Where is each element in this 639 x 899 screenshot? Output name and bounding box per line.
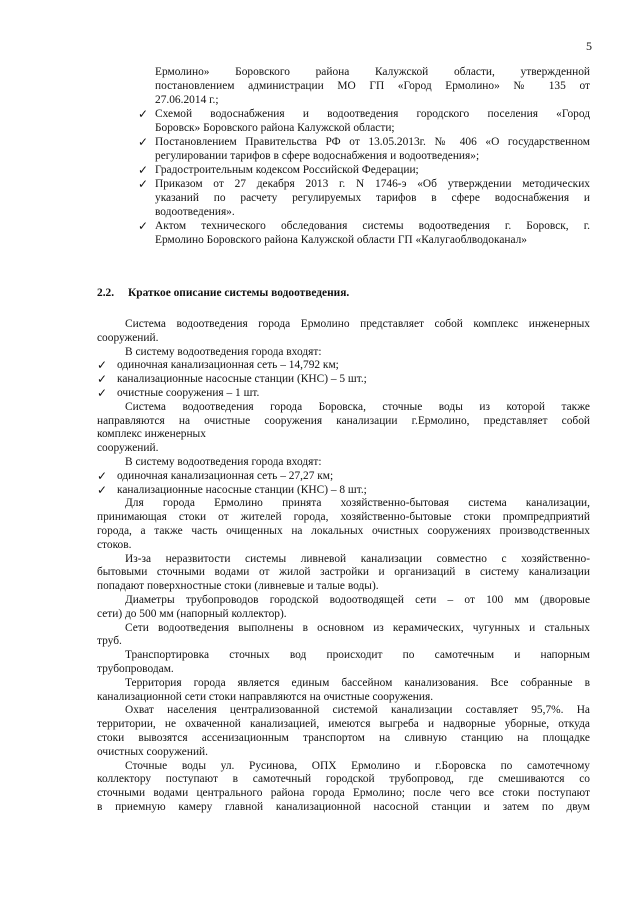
text-line: Актом технического обследования системы водоотведения г. Боровск, г. [155, 220, 590, 232]
text-line: стоков. [97, 538, 132, 551]
text-line: очистных сооружений. [97, 745, 208, 758]
check-mark-icon: ✓ [138, 219, 149, 233]
text-line: направляются на очистные сооружения канализации г.Ермолино, представляет собой [97, 414, 590, 427]
text-line: Для города Ермолино принята хозяйственно-бытовая система канализации, [125, 497, 590, 510]
section-number: 2.2. [97, 287, 115, 299]
check-mark-icon: ✓ [138, 107, 149, 121]
text-line: одиночная канализационная сеть – 27,27 км; [117, 469, 334, 482]
text-line: сооружений. [97, 442, 159, 455]
text-line: сети) до 500 мм (напорный коллектор). [97, 607, 287, 620]
text-line: канализационные насосные станции (КНС) – 5 шт.; [117, 373, 367, 386]
check-mark-icon: ✓ [138, 135, 149, 149]
check-mark-icon: ✓ [97, 372, 108, 387]
text-line: Боровск» Боровского района Калужской области; [155, 122, 395, 134]
text-line: Охват населения централизованной системой канализации составляет 95,7%. На [125, 704, 590, 717]
text-line: постановлением администрации МО ГП «Город Ермолино» № 135 от [155, 80, 590, 92]
text-line: Схемой водоснабжения и водоотведения городского поселения «Город [155, 108, 590, 120]
check-mark-icon: ✓ [97, 386, 108, 400]
text-line: Постановлением Правительства РФ от 13.05.2013г. № 406 «О государственном [155, 136, 590, 148]
text-line: труб. [97, 635, 122, 648]
text-line: Градостроительным кодексом Российской Федерации; [155, 164, 419, 176]
text-line: одиночная канализационная сеть – 14,792 км; [117, 359, 339, 372]
text-line: Система водоотведения города Боровска, сточные воды из которой также [125, 400, 590, 413]
text-line: бытовыми сточными водами от жилой застройки и организаций в систему канализации [97, 566, 590, 579]
text-line: Приказом от 27 декабря 2013 г. N 1746-э «Об утверждении методических [155, 178, 590, 190]
text-line: Ермолино» Боровского района Калужской области, утвержденной [155, 66, 590, 78]
text-line: стоки вывозятся ассенизационным транспортом на сливную станцию на площадке [97, 732, 590, 744]
text-line: территории, не охваченной канализацией, имеются выгреба и надворные уборные, откуда [97, 718, 590, 731]
text-line: Из-за неразвитости системы ливневой канализации совместно с хозяйственно- [125, 552, 590, 565]
text-line: Сточные воды ул. Русинова, ОПХ Ермолино и г.Боровска по самотечному [125, 759, 590, 772]
text-line: регулировании тарифов в сфере водоснабжения и водоотведения»; [155, 150, 480, 162]
section-title: Краткое описание системы водоотведения. [128, 287, 350, 299]
check-mark-icon: ✓ [97, 468, 108, 483]
text-line: канализационной сети стоки направляются на очистные сооружения. [97, 690, 434, 703]
text-line: указаний по расчету регулируемых тарифов в сфере водоснабжения и [155, 192, 590, 204]
text-line: 27.06.2014 г.; [155, 94, 219, 106]
text-line: водоотведения». [155, 206, 235, 218]
text-line: сооружений. [97, 331, 159, 344]
text-line: сточными водами центрального района города Ермолино; после чего все стоки поступают [97, 787, 590, 800]
text-line: Ермолино Боровского района Калужской области ГП «Калугаоблводоканал» [155, 234, 528, 246]
check-mark-icon: ✓ [97, 482, 108, 497]
page-number: 5 [586, 39, 592, 53]
text-line: канализационные насосные станции (КНС) – 8 шт.; [117, 483, 367, 496]
text-line: Транспортировка сточных вод происходит по самотечным и напорным [125, 649, 590, 662]
text-line: Территория города является единым бассейном канализования. Все собранные в [125, 676, 590, 689]
text-line: комплекс инженерных [97, 428, 206, 441]
text-line: в приемную камеру главной канализационной насосной станции и затем по двум [97, 801, 590, 813]
text-line: города, а также часть очищенных на локальных очистных сооружениях производственных [97, 525, 590, 537]
check-mark-icon: ✓ [97, 358, 108, 373]
text-line: Система водоотведения города Ермолино представляет собой комплекс инженерных [125, 318, 590, 330]
text-line: В систему водоотведения города входят: [125, 345, 322, 358]
text-line: очистные сооружения – 1 шт. [117, 387, 260, 399]
text-line: Сети водоотведения выполнены в основном из керамических, чугунных и стальных [125, 621, 590, 634]
text-line: принимающая стоки от жителей города, хозяйственно-бытовые стоки промпредприятий [97, 511, 590, 524]
text-line: В систему водоотведения города входят: [125, 456, 322, 468]
text-line: коллектору поступают в самотечный городской трубопровод, где смешиваются со [97, 773, 590, 786]
text-line: трубопроводам. [97, 663, 174, 675]
check-mark-icon: ✓ [138, 163, 149, 177]
text-line: попадают поверхностные стоки (ливневые и талые воды). [97, 580, 379, 593]
text-line: Диаметры трубопроводов городской водоотводящей сети – от 100 мм (дворовые [125, 594, 590, 606]
check-mark-icon: ✓ [138, 177, 149, 191]
